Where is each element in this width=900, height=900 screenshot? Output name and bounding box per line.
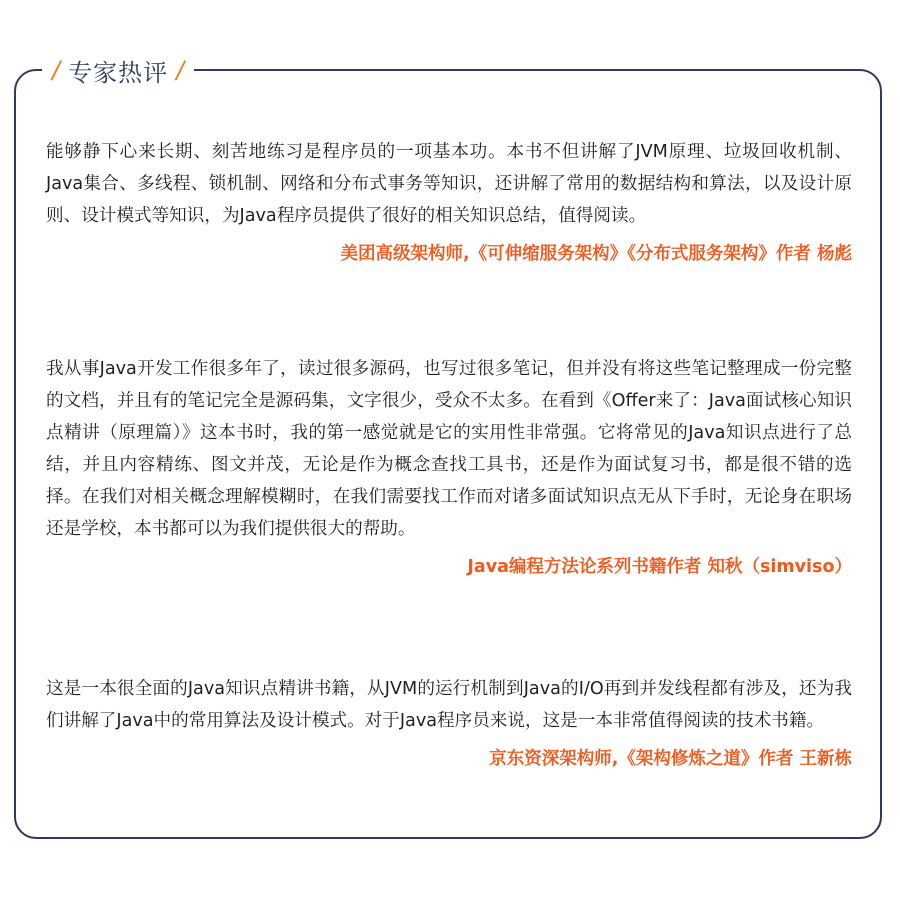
review-block bbox=[46, 136, 852, 268]
section-title: 专家热评 bbox=[68, 58, 169, 87]
review-text: 能够静下心来长期、刻苦地练习是程序员的一项基本功。本书不但讲解了JVM原理、垃圾回收机制、Java集合、多线程、锁机制、网络和分布式事务等知识，还讲解了常用的数据结构和算法，以及设计原则、设计模式等知识，为Java程序员提供了很好的相关知识总结，值得阅读。 bbox=[46, 142, 852, 226]
review-attribution: Java编程方法论系列书籍作者 知秋（simviso） bbox=[467, 557, 852, 577]
review-block bbox=[46, 353, 852, 581]
review-attribution: 美团高级架构师,《可伸缩服务架构》《分布式服务架构》作者 杨彪 bbox=[340, 244, 852, 264]
review-text: 这是一本很全面的Java知识点精讲书籍，从JVM的运行机制到Java的I/O再到并发线程都有涉及，还为我们讲解了Java中的常用算法及设计模式。对于Java程序员来说，这是一本非常值得阅读的技术书籍。 bbox=[46, 679, 852, 731]
header-slash-right: / bbox=[176, 56, 185, 84]
review-attribution: 京东资深架构师,《架构修炼之道》作者 王新栋 bbox=[489, 749, 852, 769]
header-slash-left: / bbox=[52, 56, 61, 84]
section-header bbox=[42, 50, 194, 90]
review-text: 我从事Java开发工作很多年了，读过很多源码，也写过很多笔记，但并没有将这些笔记整理成一份完整的文档，并且有的笔记完全是源码集，文字很少，受众不太多。在看到《Offer来了：Java面试核心知识点精讲（原理篇）》这本书时，我的第一感觉就是它的实用性非常强。它将常见的Java知识点进行了总结，并且内容精练、图文并茂，无论是作为概念查找工具书，还是作为面试复习书，都是很不错的选择。在我们对相关概念理解模糊时，在我们需要找工作而对诸多面试知识点无从下手时，无论身在职场还是学校，本书都可以为我们提供很大的帮助。 bbox=[46, 359, 852, 539]
review-block bbox=[46, 673, 852, 773]
